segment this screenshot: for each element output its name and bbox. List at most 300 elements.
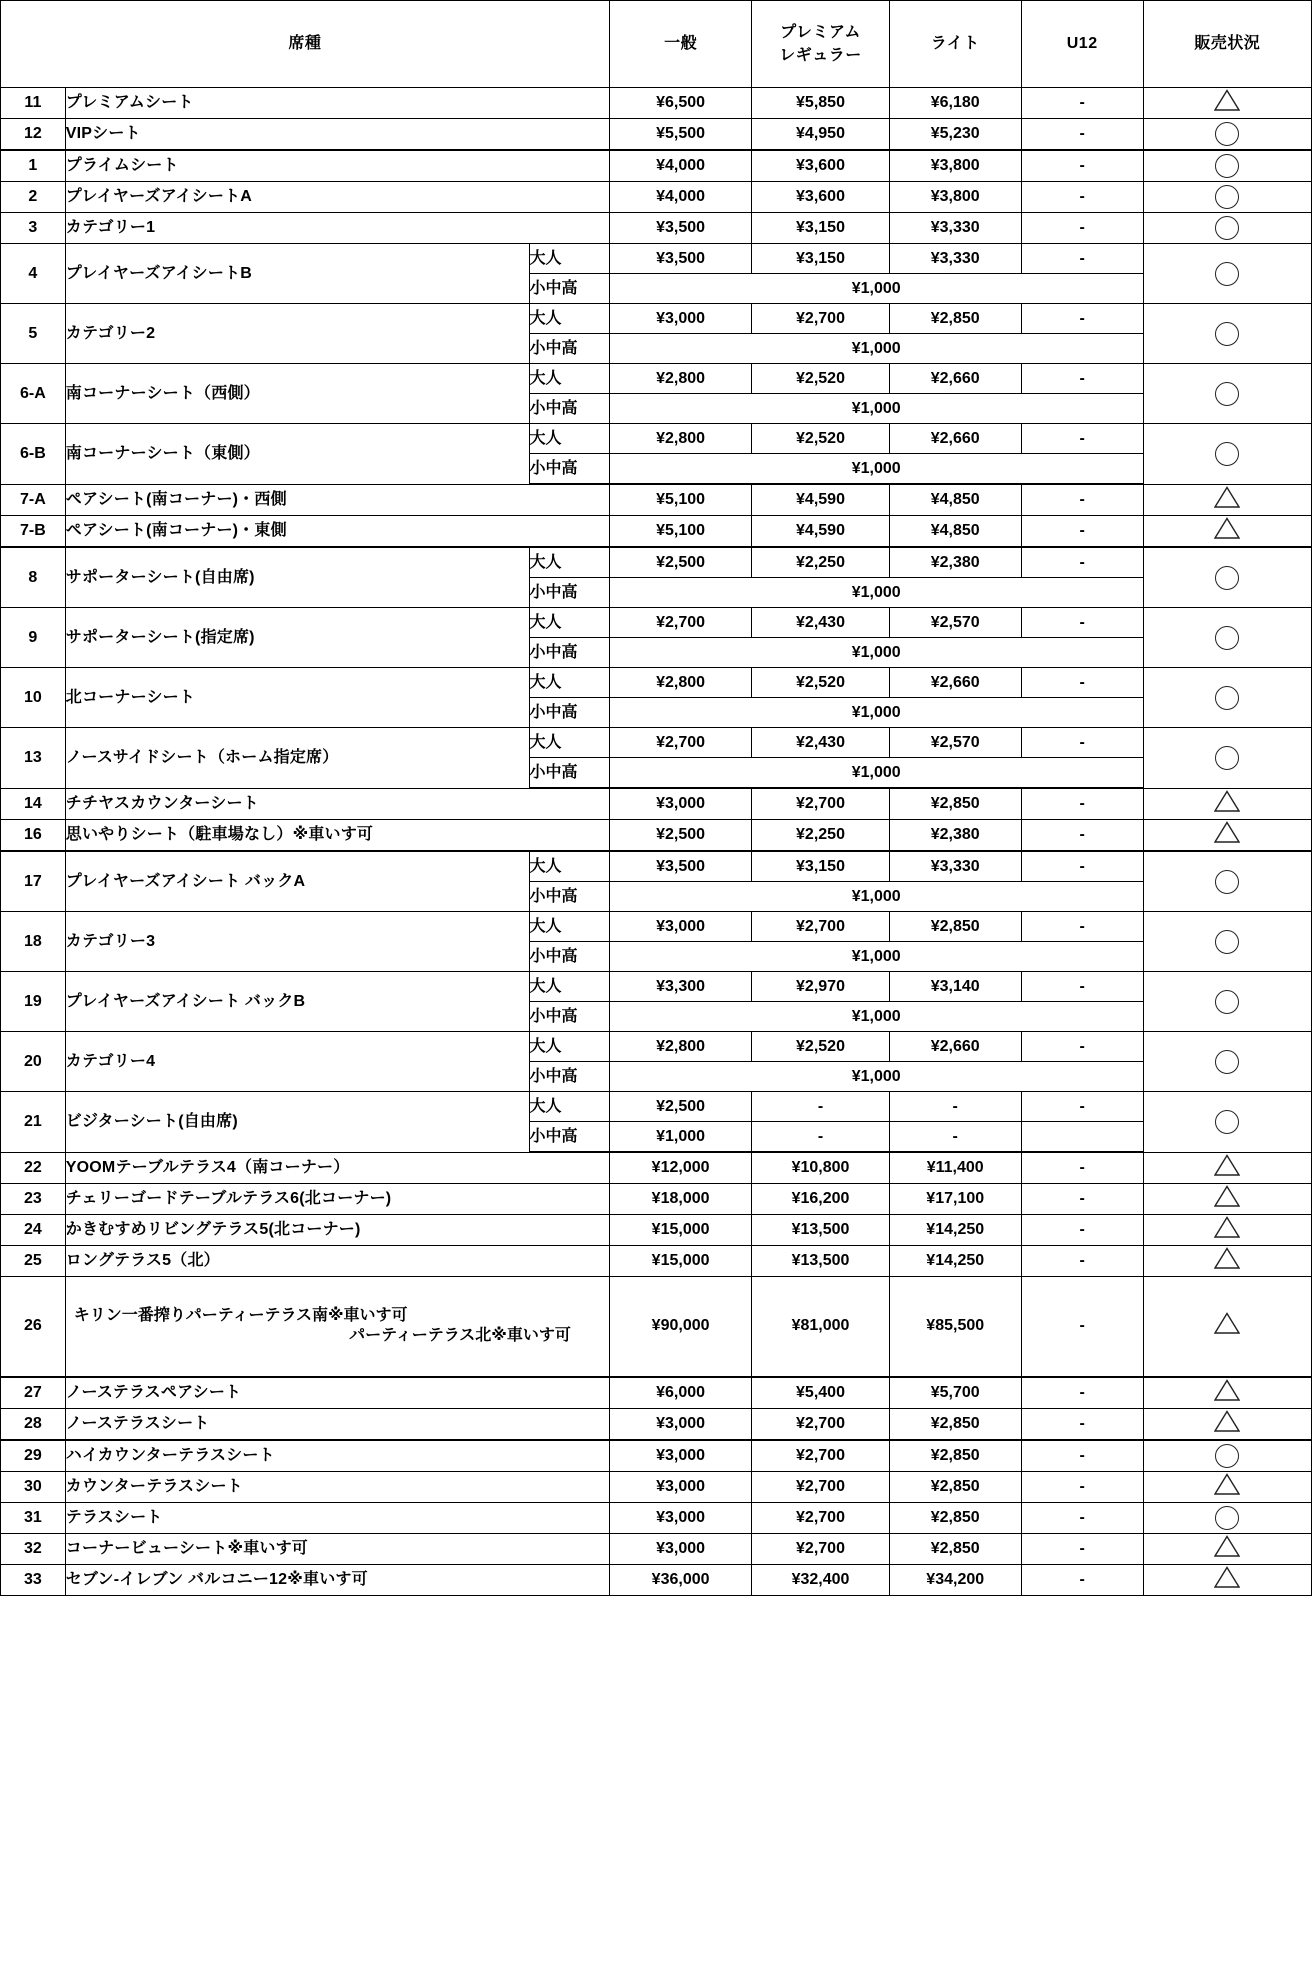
row-seat-name: ノーステラスペアシート xyxy=(65,1377,609,1409)
cell-ippan: ¥4,000 xyxy=(609,150,751,182)
row-seat-name: かきむすめリビングテラス5(北コーナー) xyxy=(65,1215,609,1246)
status-circle-icon xyxy=(1215,930,1239,954)
cell-light: ¥2,660 xyxy=(889,364,1021,394)
cell-child-flat-price: ¥1,000 xyxy=(609,758,1143,789)
cell-light: ¥5,700 xyxy=(889,1377,1021,1409)
cell-sales-status xyxy=(1143,912,1311,972)
column-header-u12: U12 xyxy=(1021,1,1143,88)
cell-age-child: 小中高 xyxy=(529,1062,609,1092)
cell-light: ¥2,660 xyxy=(889,668,1021,698)
cell-premium-regular: ¥2,700 xyxy=(752,1471,889,1502)
row-number: 16 xyxy=(1,820,66,852)
cell-ippan: ¥15,000 xyxy=(609,1246,751,1277)
cell-ippan: ¥3,000 xyxy=(609,1408,751,1440)
cell-sales-status xyxy=(1143,1502,1311,1533)
cell-light: ¥2,850 xyxy=(889,304,1021,334)
cell-ippan: ¥3,000 xyxy=(609,1502,751,1533)
cell-premium-regular: ¥2,700 xyxy=(752,304,889,334)
cell-ippan: ¥5,500 xyxy=(609,119,751,151)
cell-premium-regular: ¥4,590 xyxy=(752,516,889,548)
cell-premium-regular: ¥2,520 xyxy=(752,424,889,454)
cell-age-adult: 大人 xyxy=(529,244,609,274)
cell-u12: - xyxy=(1021,1092,1143,1122)
table-row xyxy=(1,244,1312,274)
cell-sales-status xyxy=(1143,820,1311,852)
status-triangle-icon xyxy=(1214,1216,1240,1238)
table-row xyxy=(1,182,1312,213)
cell-age-child: 小中高 xyxy=(529,1002,609,1032)
status-circle-icon xyxy=(1215,990,1239,1014)
cell-sales-status xyxy=(1143,1408,1311,1440)
cell-light: ¥3,330 xyxy=(889,851,1021,882)
cell-ippan: ¥3,000 xyxy=(609,788,751,820)
status-circle-icon xyxy=(1215,1050,1239,1074)
cell-premium-regular: ¥2,700 xyxy=(752,912,889,942)
premium-line2: レギュラー xyxy=(779,47,862,64)
cell-sales-status xyxy=(1143,1032,1311,1092)
cell-u12: - xyxy=(1021,608,1143,638)
cell-premium-regular: ¥2,250 xyxy=(752,547,889,578)
status-triangle-icon xyxy=(1214,1566,1240,1588)
row-number: 20 xyxy=(1,1032,66,1092)
table-row xyxy=(1,424,1312,454)
cell-age-child: 小中高 xyxy=(529,454,609,485)
row-seat-name: チチヤスカウンターシート xyxy=(65,788,609,820)
cell-premium-regular: ¥32,400 xyxy=(752,1564,889,1595)
row-number: 25 xyxy=(1,1246,66,1277)
table-head xyxy=(1,1,1312,88)
cell-light: ¥2,380 xyxy=(889,547,1021,578)
status-circle-icon xyxy=(1215,322,1239,346)
row-seat-name: カテゴリー2 xyxy=(65,304,529,364)
row-seat-name: YOOMテーブルテラス4（南コーナー） xyxy=(65,1152,609,1184)
cell-light: ¥2,570 xyxy=(889,728,1021,758)
cell-ippan: ¥2,700 xyxy=(609,728,751,758)
cell-child-flat-price: ¥1,000 xyxy=(609,882,1143,912)
cell-u12: - xyxy=(1021,1215,1143,1246)
cell-u12: - xyxy=(1021,1564,1143,1595)
table-row xyxy=(1,608,1312,638)
cell-ippan: ¥2,700 xyxy=(609,608,751,638)
cell-premium-regular: ¥2,250 xyxy=(752,820,889,852)
table-row xyxy=(1,1152,1312,1184)
status-triangle-icon xyxy=(1214,1473,1240,1495)
cell-premium-regular: ¥10,800 xyxy=(752,1152,889,1184)
row-number: 29 xyxy=(1,1440,66,1472)
cell-age-adult: 大人 xyxy=(529,608,609,638)
cell-light: ¥6,180 xyxy=(889,88,1021,119)
cell-age-child: 小中高 xyxy=(529,274,609,304)
table-row xyxy=(1,1246,1312,1277)
cell-sales-status xyxy=(1143,1533,1311,1564)
cell-light: ¥2,660 xyxy=(889,1032,1021,1062)
row-seat-name: プレイヤーズアイシート バックA xyxy=(65,851,529,912)
cell-age-child: 小中高 xyxy=(529,758,609,789)
table-row xyxy=(1,88,1312,119)
status-circle-icon xyxy=(1215,382,1239,406)
cell-u12: - xyxy=(1021,788,1143,820)
cell-age-adult: 大人 xyxy=(529,364,609,394)
cell-u12: - xyxy=(1021,88,1143,119)
cell-sales-status xyxy=(1143,244,1311,304)
cell-ippan: ¥2,500 xyxy=(609,1092,751,1122)
cell-u12: - xyxy=(1021,1377,1143,1409)
status-circle-icon xyxy=(1215,1444,1239,1468)
row-seat-name: ノーステラスシート xyxy=(65,1408,609,1440)
row-seat-name: カテゴリー4 xyxy=(65,1032,529,1092)
cell-ippan: ¥2,500 xyxy=(609,547,751,578)
cell-light: ¥2,850 xyxy=(889,1471,1021,1502)
cell-sales-status xyxy=(1143,788,1311,820)
cell-ippan: ¥2,500 xyxy=(609,820,751,852)
status-circle-icon xyxy=(1215,1110,1239,1134)
status-triangle-icon xyxy=(1214,1410,1240,1432)
cell-light: ¥2,850 xyxy=(889,1440,1021,1472)
cell-age-child: 小中高 xyxy=(529,1122,609,1153)
row-seat-name: プレイヤーズアイシート バックB xyxy=(65,972,529,1032)
row-seat-name: プレイヤーズアイシートA xyxy=(65,182,609,213)
row-number: 33 xyxy=(1,1564,66,1595)
row-number: 1 xyxy=(1,150,66,182)
cell-child-light: - xyxy=(889,1122,1021,1153)
cell-sales-status xyxy=(1143,1440,1311,1472)
cell-light: ¥11,400 xyxy=(889,1152,1021,1184)
status-triangle-icon xyxy=(1214,1247,1240,1269)
row-seat-name: プレイヤーズアイシートB xyxy=(65,244,529,304)
cell-u12: - xyxy=(1021,912,1143,942)
cell-age-adult: 大人 xyxy=(529,424,609,454)
row-number: 30 xyxy=(1,1471,66,1502)
cell-ippan: ¥3,300 xyxy=(609,972,751,1002)
cell-premium-regular: ¥2,700 xyxy=(752,788,889,820)
table-row xyxy=(1,1277,1312,1377)
table-row xyxy=(1,788,1312,820)
cell-u12: - xyxy=(1021,424,1143,454)
cell-ippan: ¥2,800 xyxy=(609,424,751,454)
table-body xyxy=(1,88,1312,1596)
cell-premium-regular: ¥5,400 xyxy=(752,1377,889,1409)
cell-u12: - xyxy=(1021,668,1143,698)
table-row xyxy=(1,304,1312,334)
cell-sales-status xyxy=(1143,1564,1311,1595)
cell-age-adult: 大人 xyxy=(529,972,609,1002)
cell-premium-regular: - xyxy=(752,1092,889,1122)
cell-age-child: 小中高 xyxy=(529,578,609,608)
row-number: 32 xyxy=(1,1533,66,1564)
table-row xyxy=(1,516,1312,548)
status-triangle-icon xyxy=(1214,89,1240,111)
row-number: 28 xyxy=(1,1408,66,1440)
cell-sales-status xyxy=(1143,424,1311,485)
cell-light: ¥3,330 xyxy=(889,213,1021,244)
cell-ippan: ¥3,000 xyxy=(609,304,751,334)
cell-u12: - xyxy=(1021,516,1143,548)
row-number: 14 xyxy=(1,788,66,820)
row-seat-name: テラスシート xyxy=(65,1502,609,1533)
cell-light: ¥3,330 xyxy=(889,244,1021,274)
cell-ippan: ¥3,500 xyxy=(609,851,751,882)
row-number: 5 xyxy=(1,304,66,364)
cell-sales-status xyxy=(1143,1471,1311,1502)
cell-u12: - xyxy=(1021,1533,1143,1564)
status-circle-icon xyxy=(1215,870,1239,894)
table-row xyxy=(1,119,1312,151)
status-triangle-icon xyxy=(1214,517,1240,539)
cell-premium-regular: ¥3,150 xyxy=(752,213,889,244)
cell-ippan: ¥3,000 xyxy=(609,1533,751,1564)
row-number: 9 xyxy=(1,608,66,668)
cell-u12: - xyxy=(1021,213,1143,244)
row-seat-name: ペアシート(南コーナー)・西側 xyxy=(65,484,609,516)
cell-child-flat-price: ¥1,000 xyxy=(609,1062,1143,1092)
table-row xyxy=(1,484,1312,516)
cell-child-ippan: ¥1,000 xyxy=(609,1122,751,1153)
table-row xyxy=(1,213,1312,244)
cell-age-child: 小中高 xyxy=(529,942,609,972)
table-row xyxy=(1,820,1312,852)
row-seat-name: ペアシート(南コーナー)・東側 xyxy=(65,516,609,548)
cell-premium-regular: ¥2,700 xyxy=(752,1440,889,1472)
row-number: 7-B xyxy=(1,516,66,548)
table-row xyxy=(1,1471,1312,1502)
status-circle-icon xyxy=(1215,566,1239,590)
row-seat-name: 北コーナーシート xyxy=(65,668,529,728)
row-seat-name-line2: パーティーテラス北※車いす可 xyxy=(349,1327,571,1345)
status-circle-icon xyxy=(1215,442,1239,466)
cell-light: ¥4,850 xyxy=(889,516,1021,548)
table-row xyxy=(1,547,1312,578)
row-number: 2 xyxy=(1,182,66,213)
cell-premium-regular: ¥3,150 xyxy=(752,851,889,882)
cell-child-u12 xyxy=(1021,1122,1143,1153)
cell-child-flat-price: ¥1,000 xyxy=(609,1002,1143,1032)
cell-u12: - xyxy=(1021,182,1143,213)
cell-u12: - xyxy=(1021,244,1143,274)
cell-premium-regular: ¥81,000 xyxy=(752,1277,889,1377)
cell-sales-status xyxy=(1143,608,1311,668)
cell-sales-status xyxy=(1143,119,1311,151)
table-row xyxy=(1,1408,1312,1440)
cell-ippan: ¥6,500 xyxy=(609,88,751,119)
cell-light: ¥14,250 xyxy=(889,1215,1021,1246)
row-seat-name: ノースサイドシート（ホーム指定席） xyxy=(65,728,529,789)
cell-ippan: ¥18,000 xyxy=(609,1184,751,1215)
cell-u12: - xyxy=(1021,1277,1143,1377)
table-row xyxy=(1,1564,1312,1595)
row-seat-name: チェリーゴードテーブルテラス6(北コーナー) xyxy=(65,1184,609,1215)
cell-light: ¥2,380 xyxy=(889,820,1021,852)
cell-sales-status xyxy=(1143,516,1311,548)
cell-u12: - xyxy=(1021,304,1143,334)
row-seat-name: 思いやりシート（駐車場なし）※車いす可 xyxy=(65,820,609,852)
cell-age-adult: 大人 xyxy=(529,912,609,942)
row-number: 17 xyxy=(1,851,66,912)
row-seat-name xyxy=(65,1277,609,1377)
cell-sales-status xyxy=(1143,88,1311,119)
cell-child-flat-price: ¥1,000 xyxy=(609,274,1143,304)
cell-age-adult: 大人 xyxy=(529,1032,609,1062)
cell-sales-status xyxy=(1143,1246,1311,1277)
cell-premium-regular: ¥4,950 xyxy=(752,119,889,151)
cell-sales-status xyxy=(1143,364,1311,424)
row-number: 10 xyxy=(1,668,66,728)
cell-premium-regular: ¥2,700 xyxy=(752,1502,889,1533)
cell-age-adult: 大人 xyxy=(529,851,609,882)
cell-light: ¥4,850 xyxy=(889,484,1021,516)
status-triangle-icon xyxy=(1214,486,1240,508)
cell-ippan: ¥2,800 xyxy=(609,1032,751,1062)
table-row xyxy=(1,668,1312,698)
cell-age-adult: 大人 xyxy=(529,728,609,758)
cell-child-flat-price: ¥1,000 xyxy=(609,698,1143,728)
cell-light: ¥3,140 xyxy=(889,972,1021,1002)
table-row xyxy=(1,1215,1312,1246)
row-seat-name: プレミアムシート xyxy=(65,88,609,119)
cell-u12: - xyxy=(1021,1246,1143,1277)
cell-u12: - xyxy=(1021,1471,1143,1502)
row-seat-name: 南コーナーシート（西側） xyxy=(65,364,529,424)
row-seat-name: 南コーナーシート（東側） xyxy=(65,424,529,485)
cell-light: ¥5,230 xyxy=(889,119,1021,151)
cell-ippan: ¥3,500 xyxy=(609,244,751,274)
status-triangle-icon xyxy=(1214,1312,1240,1334)
row-number: 18 xyxy=(1,912,66,972)
cell-ippan: ¥3,000 xyxy=(609,912,751,942)
table-row xyxy=(1,728,1312,758)
row-seat-name: ビジターシート(自由席) xyxy=(65,1092,529,1153)
table-row xyxy=(1,1032,1312,1062)
cell-u12: - xyxy=(1021,484,1143,516)
cell-u12: - xyxy=(1021,1440,1143,1472)
cell-premium-regular: ¥13,500 xyxy=(752,1215,889,1246)
cell-premium-regular: ¥3,150 xyxy=(752,244,889,274)
cell-sales-status xyxy=(1143,547,1311,608)
cell-ippan: ¥3,500 xyxy=(609,213,751,244)
status-triangle-icon xyxy=(1214,1154,1240,1176)
status-triangle-icon xyxy=(1214,1185,1240,1207)
row-number: 4 xyxy=(1,244,66,304)
cell-premium-regular: ¥3,600 xyxy=(752,182,889,213)
cell-light: ¥2,850 xyxy=(889,1408,1021,1440)
row-seat-name: カウンターテラスシート xyxy=(65,1471,609,1502)
table-row xyxy=(1,1092,1312,1122)
cell-light: ¥2,660 xyxy=(889,424,1021,454)
cell-u12: - xyxy=(1021,820,1143,852)
column-header-ippan: 一般 xyxy=(609,1,751,88)
cell-age-adult: 大人 xyxy=(529,1092,609,1122)
cell-ippan: ¥2,800 xyxy=(609,668,751,698)
row-number: 19 xyxy=(1,972,66,1032)
row-number: 22 xyxy=(1,1152,66,1184)
table-row xyxy=(1,851,1312,882)
row-number: 24 xyxy=(1,1215,66,1246)
cell-age-adult: 大人 xyxy=(529,304,609,334)
cell-age-child: 小中高 xyxy=(529,698,609,728)
status-circle-icon xyxy=(1215,686,1239,710)
cell-premium-regular: ¥4,590 xyxy=(752,484,889,516)
cell-premium-regular: ¥3,600 xyxy=(752,150,889,182)
cell-u12: - xyxy=(1021,972,1143,1002)
row-seat-name: コーナービューシート※車いす可 xyxy=(65,1533,609,1564)
cell-ippan: ¥5,100 xyxy=(609,484,751,516)
row-number: 6-B xyxy=(1,424,66,485)
cell-u12: - xyxy=(1021,1032,1143,1062)
status-triangle-icon xyxy=(1214,1535,1240,1557)
cell-sales-status xyxy=(1143,304,1311,364)
cell-u12: - xyxy=(1021,119,1143,151)
cell-light: ¥34,200 xyxy=(889,1564,1021,1595)
row-number: 6-A xyxy=(1,364,66,424)
cell-sales-status xyxy=(1143,668,1311,728)
status-circle-icon xyxy=(1215,262,1239,286)
cell-ippan: ¥5,100 xyxy=(609,516,751,548)
table-row xyxy=(1,1377,1312,1409)
cell-sales-status xyxy=(1143,484,1311,516)
row-number: 7-A xyxy=(1,484,66,516)
cell-child-flat-price: ¥1,000 xyxy=(609,334,1143,364)
cell-light: ¥14,250 xyxy=(889,1246,1021,1277)
row-number: 8 xyxy=(1,547,66,608)
row-seat-name: ロングテラス5（北） xyxy=(65,1246,609,1277)
status-circle-icon xyxy=(1215,185,1239,209)
cell-sales-status xyxy=(1143,851,1311,912)
row-seat-name: カテゴリー1 xyxy=(65,213,609,244)
status-triangle-icon xyxy=(1214,790,1240,812)
row-number: 11 xyxy=(1,88,66,119)
cell-ippan: ¥3,000 xyxy=(609,1440,751,1472)
cell-light: ¥3,800 xyxy=(889,150,1021,182)
cell-sales-status xyxy=(1143,1152,1311,1184)
column-header-premium-regular xyxy=(752,1,889,88)
status-circle-icon xyxy=(1215,626,1239,650)
cell-u12: - xyxy=(1021,1152,1143,1184)
cell-child-flat-price: ¥1,000 xyxy=(609,394,1143,424)
cell-light: ¥2,850 xyxy=(889,912,1021,942)
status-circle-icon xyxy=(1215,1506,1239,1530)
row-seat-name: サポーターシート(自由席) xyxy=(65,547,529,608)
cell-ippan: ¥90,000 xyxy=(609,1277,751,1377)
table-row xyxy=(1,1440,1312,1472)
cell-ippan: ¥15,000 xyxy=(609,1215,751,1246)
status-triangle-icon xyxy=(1214,821,1240,843)
cell-light: - xyxy=(889,1092,1021,1122)
cell-light: ¥85,500 xyxy=(889,1277,1021,1377)
cell-ippan: ¥36,000 xyxy=(609,1564,751,1595)
cell-age-child: 小中高 xyxy=(529,394,609,424)
table-row xyxy=(1,150,1312,182)
cell-child-premium-regular: - xyxy=(752,1122,889,1153)
row-seat-name-line1: キリン一番搾りパーティーテラス南※車いす可 xyxy=(73,1307,408,1325)
cell-sales-status xyxy=(1143,1092,1311,1153)
cell-premium-regular: ¥2,700 xyxy=(752,1408,889,1440)
cell-premium-regular: ¥2,700 xyxy=(752,1533,889,1564)
cell-age-child: 小中高 xyxy=(529,334,609,364)
cell-child-flat-price: ¥1,000 xyxy=(609,638,1143,668)
cell-u12: - xyxy=(1021,1184,1143,1215)
cell-sales-status xyxy=(1143,1184,1311,1215)
cell-sales-status xyxy=(1143,1215,1311,1246)
cell-ippan: ¥6,000 xyxy=(609,1377,751,1409)
table-row xyxy=(1,912,1312,942)
cell-age-adult: 大人 xyxy=(529,668,609,698)
cell-u12: - xyxy=(1021,364,1143,394)
cell-sales-status xyxy=(1143,213,1311,244)
cell-child-flat-price: ¥1,000 xyxy=(609,578,1143,608)
row-number: 13 xyxy=(1,728,66,789)
cell-u12: - xyxy=(1021,851,1143,882)
cell-premium-regular: ¥2,520 xyxy=(752,364,889,394)
table-row xyxy=(1,1184,1312,1215)
